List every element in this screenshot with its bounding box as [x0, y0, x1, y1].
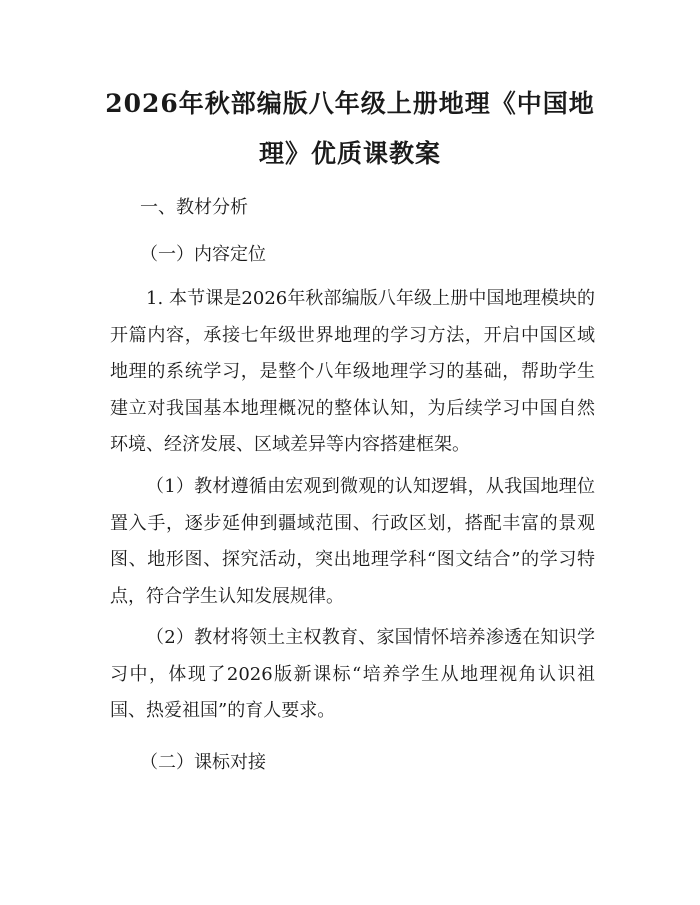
paragraph-patriotic-education: （2）教材将领土主权教育、家国情怀培养渗透在知识学习中，体现了2026版新课标“培养学生从地理视角认识祖国、热爱祖国”的育人要求。	[110, 627, 595, 721]
paragraph-cognitive-logic: （1）教材遵循由宏观到微观的认知逻辑，从我国地理位置入手，逐步延伸到疆域范围、行政区划，搭配丰富的景观图、地形图、探究活动，突出地理学科“图文结合”的学习特点，符合学生认知发展规律。	[110, 476, 595, 607]
subsection-heading-content-positioning: （一）内容定位	[140, 244, 266, 265]
document-title-line-2: 理》优质课教案	[258, 139, 441, 168]
section-heading-textbook-analysis: 一、教材分析	[140, 197, 248, 218]
paragraph-content-positioning: 1. 本节课是2026年秋部编版八年级上册中国地理模块的开篇内容，承接七年级世界地理的学习方法，开启中国区域地理的系统学习，是整个八年级地理学习的基础，帮助学生建立对我国基本地理概况的整体认知，为后续学习中国自然环境、经济发展、区域差异等内容搭建框架。	[110, 288, 595, 455]
document-title-line-1: 2026年秋部编版八年级上册地理《中国地	[105, 89, 595, 118]
subsection-heading-curriculum-alignment: （二）课标对接	[140, 752, 266, 773]
